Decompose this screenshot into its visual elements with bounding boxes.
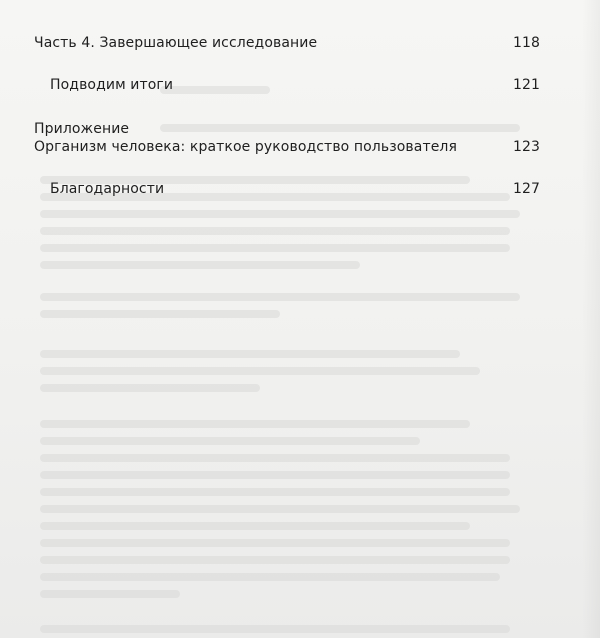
toc-entry-page: 118 (512, 35, 540, 51)
page-edge-shadow (582, 0, 600, 638)
toc-entry-title: Часть 4. Завершающее исследование (34, 35, 318, 51)
toc-section-heading: Приложение (34, 121, 130, 137)
toc-entry-page: 121 (512, 77, 540, 93)
toc-entry-page: 127 (512, 181, 540, 197)
toc-entry-page: 123 (512, 139, 540, 155)
toc-entry-title: Организм человека: краткое руководство пользователя (34, 139, 457, 155)
toc-entry-title: Благодарности (50, 181, 165, 197)
toc-entry-title: Подводим итоги (50, 77, 174, 93)
